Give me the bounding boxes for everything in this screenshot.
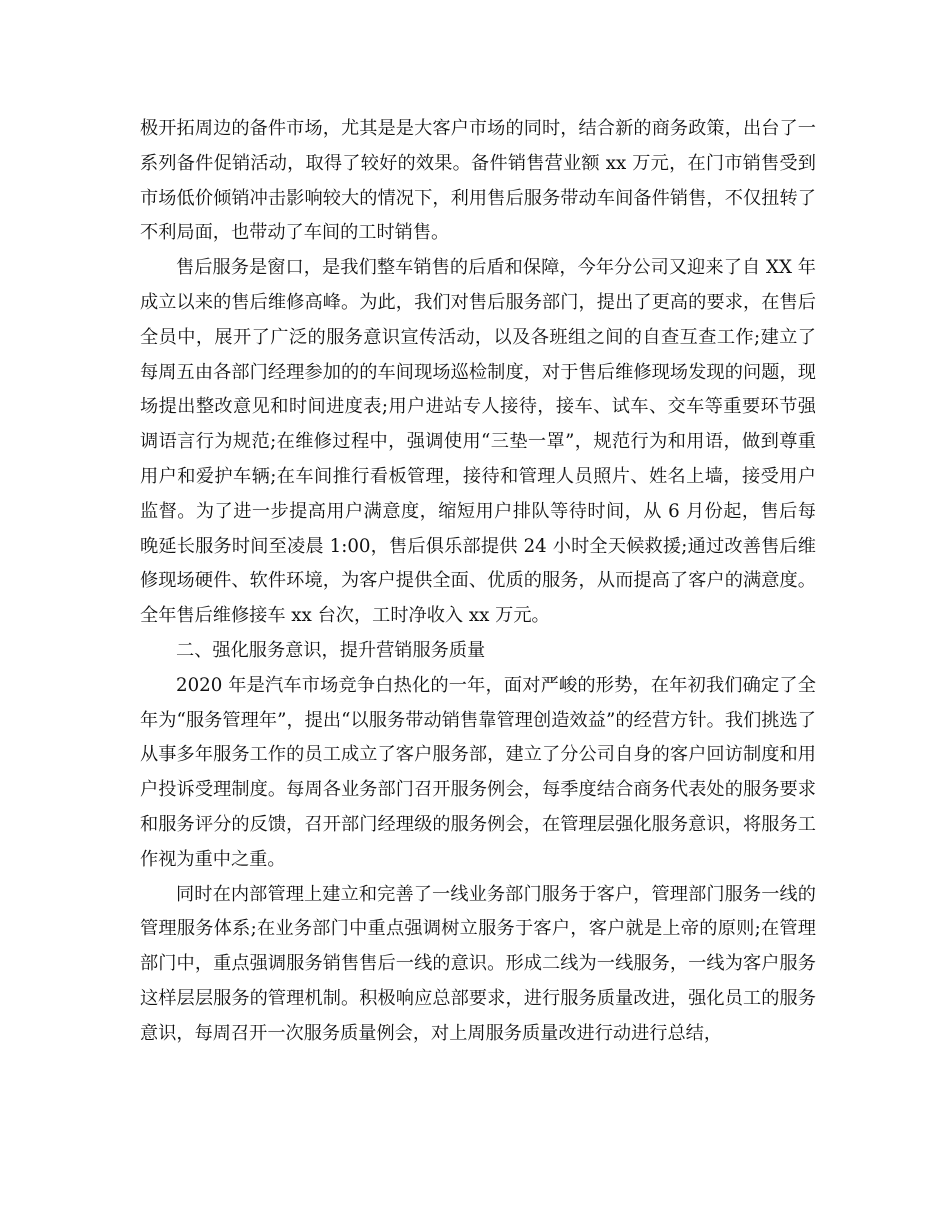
document-body xyxy=(140,112,816,1052)
body-paragraph: 同时在内部管理上建立和完善了一线业务部门服务于客户，管理部门服务一线的管理服务体系;在业务部门中重点强调树立服务于客户，客户就是上帝的原则;在管理部门中，重点强调服务销售售后一线的意识。形成二线为一线服务，一线为客户服务这样层层服务的管理机制。积极响应总部要求，进行服务质量改进，强化员工的服务意识，每周召开一次服务质量例会，对上周服务质量改进行动进行总结， xyxy=(140,883,816,1044)
body-paragraph: 极开拓周边的备件市场，尤其是是大客户市场的同时，结合新的商务政策，出台了一系列备件促销活动，取得了较好的效果。备件销售营业额 xx 万元，在门市销售受到市场低价倾销冲击影响较大的情况下，利用售后服务带动车间备件销售，不仅扭转了不利局面，也带动了车间的工时销售。 xyxy=(140,118,816,244)
section-heading: 二、强化服务意识，提升营销服务质量 xyxy=(176,639,486,661)
body-paragraph: 2020 年是汽车市场竞争白热化的一年，面对严峻的形势，在年初我们确定了全年为“服务管理年”，提出“以服务带动销售靠管理创造效益”的经营方针。我们挑选了从事多年服务工作的员工成立了客户服务部，建立了分公司自身的客户回访制度和用户投诉受理制度。每周各业务部门召开服务例会，每季度结合商务代表处的服务要求和服务评分的反馈，召开部门经理级的服务例会，在管理层强化服务意识，将服务工作视为重中之重。 xyxy=(140,674,816,870)
body-paragraph: 售后服务是窗口，是我们整车销售的后盾和保障，今年分公司又迎来了自 XX 年成立以来的售后维修高峰。为此，我们对售后服务部门，提出了更高的要求，在售后全员中，展开了广泛的服务意识宣传活动，以及各班组之间的自查互查工作;建立了每周五由各部门经理参加的的车间现场巡检制度，对于售后维修现场发现的问题，现场提出整改意见和时间进度表;用户进站专人接待，接车、试车、交车等重要环节强调语言行为规范;在维修过程中，强调使用“三垫一罩”，规范行为和用语，做到尊重用户和爱护车辆;在车间推行看板管理，接待和管理人员照片、姓名上墙，接受用户监督。为了进一步提高用户满意度，缩短用户排队等待时间，从 6 月份起，售后每晚延长服务时间至凌晨 1:00，售后俱乐部提供 24 小时全天候救援;通过改善售后维修现场硬件、软件环境，为客户提供全面、优质的服务，从而提高了客户的满意度。全年售后维修接车 xx 台次，工时净收入 xx 万元。 xyxy=(140,257,816,627)
